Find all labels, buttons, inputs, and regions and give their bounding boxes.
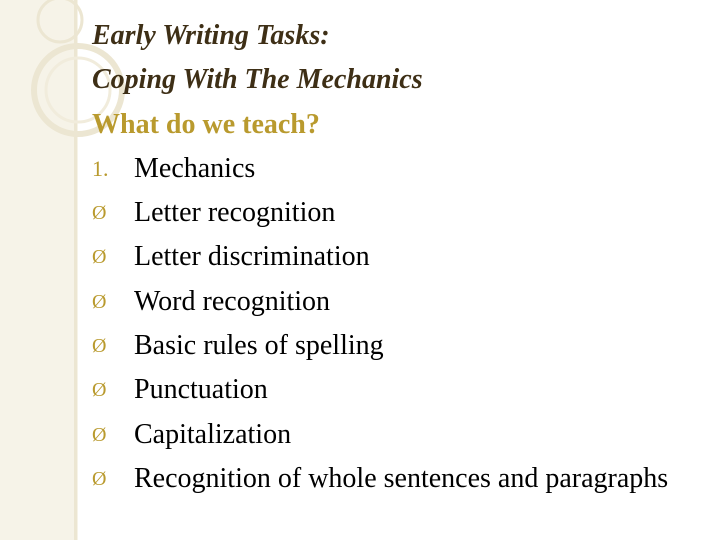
arrow-bullet-icon: Ø bbox=[92, 335, 107, 357]
number-marker: 1. bbox=[92, 156, 109, 181]
list-item-text: Recognition of whole sentences and paragraphs bbox=[134, 463, 669, 494]
deco-circle-small bbox=[38, 0, 82, 42]
list-item bbox=[92, 327, 692, 365]
list-item bbox=[92, 194, 692, 232]
list-item-text: Punctuation bbox=[134, 374, 268, 405]
list-item bbox=[92, 283, 692, 321]
arrow-bullet-icon: Ø bbox=[92, 424, 107, 446]
title-line-2: Coping With The Mechanics bbox=[92, 64, 423, 95]
arrow-bullet-icon: Ø bbox=[92, 379, 107, 401]
list-item-text: Capitalization bbox=[134, 419, 292, 450]
list-item-text: Basic rules of spelling bbox=[134, 330, 384, 361]
list-item-numbered bbox=[92, 150, 692, 188]
list-item-text: Word recognition bbox=[134, 286, 331, 317]
list-item-text: Letter recognition bbox=[134, 197, 336, 228]
list-item bbox=[92, 371, 692, 409]
arrow-bullet-icon: Ø bbox=[92, 468, 107, 490]
arrow-bullet-icon: Ø bbox=[92, 291, 107, 313]
list-item bbox=[92, 238, 692, 276]
title-line-1: Early Writing Tasks: bbox=[92, 20, 330, 51]
list-item bbox=[92, 416, 692, 454]
list-item-text: Letter discrimination bbox=[134, 241, 370, 272]
list-item bbox=[92, 460, 692, 498]
arrow-bullet-icon: Ø bbox=[92, 246, 107, 268]
arrow-bullet-icon: Ø bbox=[92, 202, 107, 224]
list-item-text: Mechanics bbox=[134, 153, 256, 184]
title-line-3: What do we teach? bbox=[92, 109, 320, 140]
